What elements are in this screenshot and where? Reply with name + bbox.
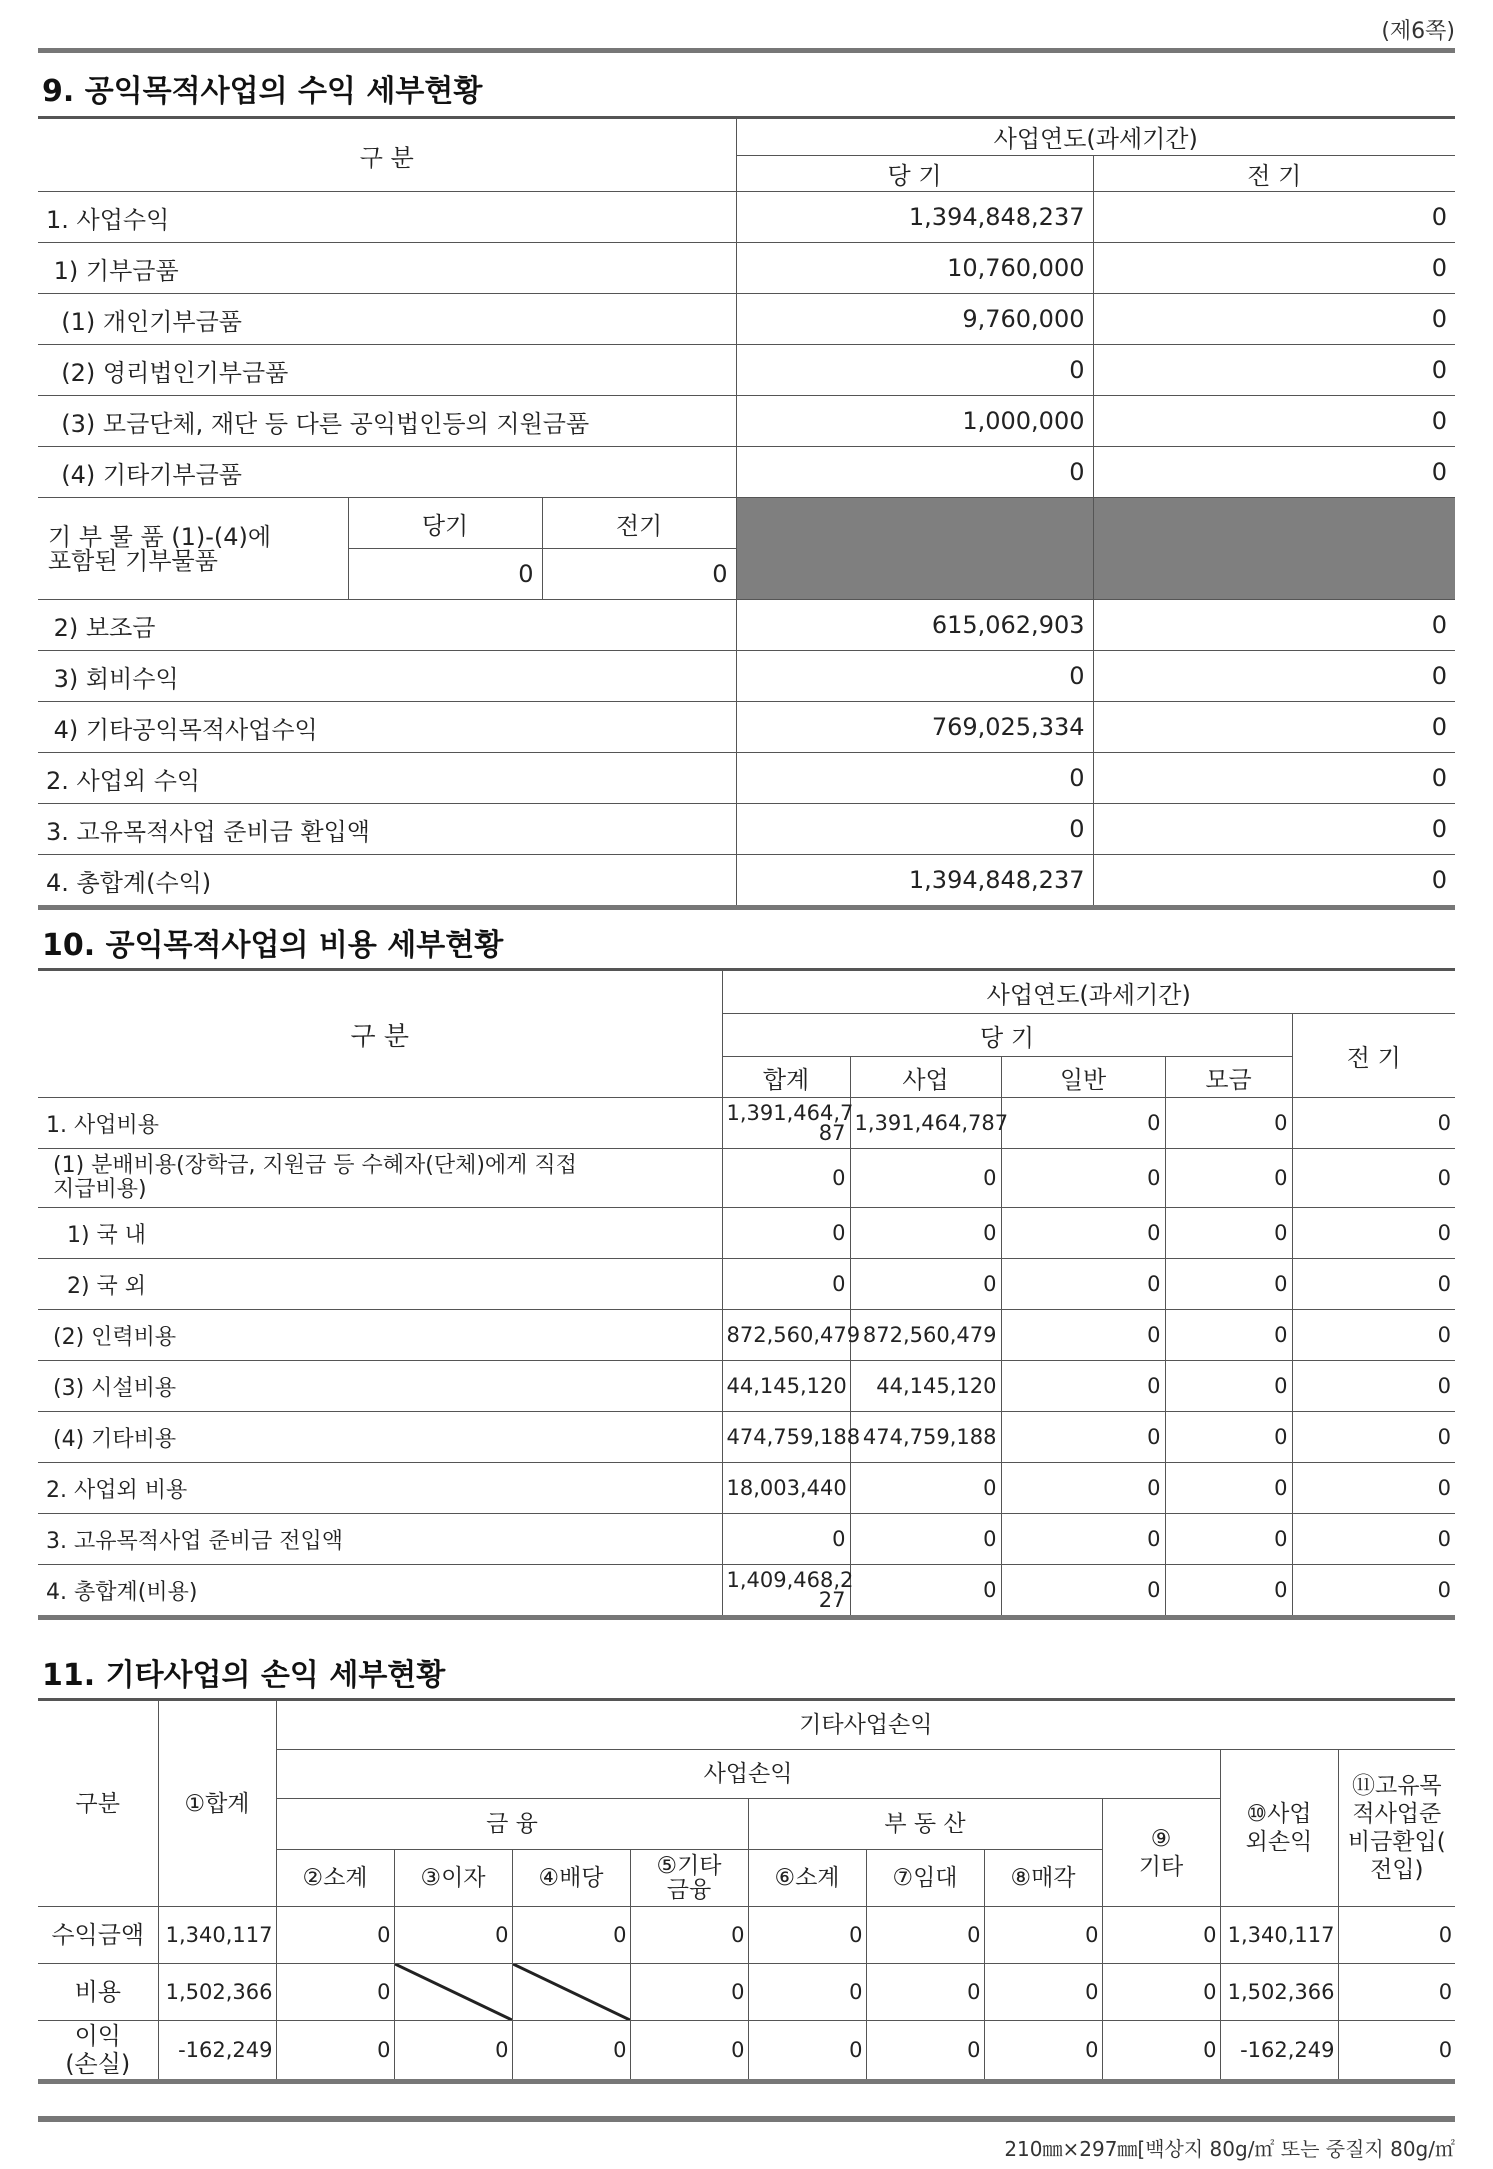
cell-value: 0: [1001, 1514, 1165, 1565]
cell-value: 0: [850, 1514, 1001, 1565]
current-value: 0: [736, 753, 1093, 804]
cell-value: 0: [1292, 1149, 1455, 1208]
cell-value: 0: [866, 1964, 984, 2021]
bottom-rule: [38, 2116, 1455, 2122]
row-label: 2. 사업외 수익: [38, 753, 736, 804]
row-label: 1) 기부금품: [38, 243, 736, 294]
cell-value: 0: [1102, 2021, 1220, 2082]
row-label: (3) 시설비용: [38, 1361, 722, 1412]
non-business-header: ⑩사업 외손익: [1220, 1750, 1338, 1907]
current-value: 0: [736, 651, 1093, 702]
other-fin-header: ⑤기타 금융: [630, 1850, 748, 1907]
row-label: 2) 보조금: [38, 600, 736, 651]
real-estate-header: 부 동 산: [748, 1799, 1102, 1850]
row-label: (3) 모금단체, 재단 등 다른 공익법인등의 지원금품: [38, 396, 736, 447]
cell-value: 0: [1292, 1412, 1455, 1463]
cell-value: 1,502,366: [1220, 1964, 1338, 2021]
previous-value: 0: [1093, 447, 1455, 498]
row-label: (4) 기타기부금품: [38, 447, 736, 498]
shaded-cell: [736, 498, 1093, 600]
previous-header: 전 기: [1093, 155, 1455, 192]
cell-value: 0: [850, 1463, 1001, 1514]
cell-value: 0: [1165, 1098, 1292, 1149]
cell-value: 0: [512, 2021, 630, 2082]
row-label: 수익금액: [38, 1907, 158, 1964]
subcolumn-header: 합계: [722, 1057, 850, 1098]
row-label: (2) 인력비용: [38, 1310, 722, 1361]
subcolumn-header: 사업: [850, 1057, 1001, 1098]
cell-value: 0: [1165, 1361, 1292, 1412]
gubun-header: 구 분: [38, 118, 736, 192]
cell-value: 1,502,366: [158, 1964, 276, 2021]
other-pl-header: 기타사업손익: [276, 1700, 1455, 1750]
cell-value: 0: [984, 2021, 1102, 2082]
current-value: 1,000,000: [736, 396, 1093, 447]
previous-value: 0: [1093, 192, 1455, 243]
previous-value: 0: [1093, 702, 1455, 753]
previous-value: 0: [1093, 243, 1455, 294]
diagonal-line: [395, 1964, 512, 2020]
sale-header: ⑧매각: [984, 1850, 1102, 1907]
current-value: 0: [736, 447, 1093, 498]
cell-value: 0: [1292, 1361, 1455, 1412]
expense-table: [38, 968, 1455, 1620]
cell-value: 0: [394, 2021, 512, 2082]
reserve-header: ⑪고유목 적사업준 비금환입( 전입): [1338, 1750, 1455, 1907]
cell-value: 0: [630, 2021, 748, 2082]
cell-value: 0: [722, 1514, 850, 1565]
subtotal-re-header: ⑥소계: [748, 1850, 866, 1907]
cell-value: 0: [748, 1964, 866, 2021]
row-label: (1) 분배비용(장학금, 지원금 등 수혜자(단체)에게 직접 지급비용): [38, 1149, 722, 1208]
cell-value: 1,340,117: [1220, 1907, 1338, 1964]
cell-value: 44,145,120: [850, 1361, 1001, 1412]
cell-value: 0: [1165, 1259, 1292, 1310]
row-label: 3. 고유목적사업 준비금 환입액: [38, 804, 736, 855]
cell-value: -162,249: [158, 2021, 276, 2082]
cell-value: 0: [276, 1964, 394, 2021]
cell-value: 0: [1001, 1098, 1165, 1149]
current-value: 9,760,000: [736, 294, 1093, 345]
row-label: 4. 총합계(수익): [38, 855, 736, 908]
cell-value: 0: [850, 1149, 1001, 1208]
row-label: 1) 국 내: [38, 1208, 722, 1259]
previous-value: 0: [1093, 855, 1455, 908]
page-number: (제6쪽): [1381, 19, 1455, 44]
cell-value: 0: [1102, 1964, 1220, 2021]
rent-header: ⑦임대: [866, 1850, 984, 1907]
row-label: (2) 영리법인기부금품: [38, 345, 736, 396]
cell-value: 0: [1165, 1565, 1292, 1618]
cell-value: 0: [850, 1208, 1001, 1259]
row-label: 4. 총합계(비용): [38, 1565, 722, 1618]
cell-value: 0: [1338, 1907, 1455, 1964]
cell-value: 0: [1338, 2021, 1455, 2082]
finance-header: 금 융: [276, 1799, 748, 1850]
cell-value: 0: [1338, 1964, 1455, 2021]
row-label: 3. 고유목적사업 준비금 전입액: [38, 1514, 722, 1565]
in-kind-current-value: 0: [348, 549, 542, 600]
previous-value: 0: [1093, 396, 1455, 447]
cell-value: 1,340,117: [158, 1907, 276, 1964]
cell-value: 0: [722, 1208, 850, 1259]
cell-value: 0: [984, 1964, 1102, 2021]
cell-value: 0: [866, 2021, 984, 2082]
cell-value: 0: [984, 1907, 1102, 1964]
interest-header: ③이자: [394, 1850, 512, 1907]
cell-value: 0: [1292, 1514, 1455, 1565]
cell-value: -162,249: [1220, 2021, 1338, 2082]
row-label: 이익 (손실): [38, 2021, 158, 2082]
row-label: (4) 기타비용: [38, 1412, 722, 1463]
cell-value: 872,560,479: [722, 1310, 850, 1361]
diagonal-line: [513, 1964, 630, 2020]
cell-value: 1,409,468,2 27: [722, 1565, 850, 1618]
gubun-header: 구 분: [38, 970, 722, 1098]
row-label: 2) 국 외: [38, 1259, 722, 1310]
total-header: ①합계: [158, 1700, 276, 1907]
cell-value: 0: [748, 1907, 866, 1964]
cell-value: 0: [1165, 1463, 1292, 1514]
row-label: 3) 회비수익: [38, 651, 736, 702]
in-kind-previous-header: 전기: [542, 498, 736, 549]
cell-value: 0: [1001, 1149, 1165, 1208]
current-value: 10,760,000: [736, 243, 1093, 294]
cell-value: 0: [1165, 1208, 1292, 1259]
cell-value: 474,759,188: [722, 1412, 850, 1463]
cell-value: 0: [1165, 1310, 1292, 1361]
previous-value: 0: [1093, 804, 1455, 855]
other-business-table: [38, 1698, 1455, 2084]
cell-value: 0: [1165, 1149, 1292, 1208]
cell-value: 0: [276, 2021, 394, 2082]
previous-value: 0: [1093, 651, 1455, 702]
cell-value: 0: [1001, 1463, 1165, 1514]
cell-value: 0: [748, 2021, 866, 2082]
cell-value: 0: [630, 1907, 748, 1964]
section11-title: 11. 기타사업의 손익 세부현황: [42, 1658, 446, 1693]
cell-value: 0: [1165, 1412, 1292, 1463]
current-value: 0: [736, 345, 1093, 396]
cell-value: 0: [1102, 1907, 1220, 1964]
cell-value: 1,391,464,787: [850, 1098, 1001, 1149]
cell-value: 0: [1292, 1098, 1455, 1149]
current-value: 769,025,334: [736, 702, 1093, 753]
cell-value: 0: [722, 1259, 850, 1310]
previous-header: 전 기: [1292, 1014, 1455, 1098]
cell-value: 0: [1001, 1208, 1165, 1259]
current-header: 당 기: [722, 1014, 1292, 1057]
current-value: 615,062,903: [736, 600, 1093, 651]
shaded-cell: [1093, 498, 1455, 600]
previous-value: 0: [1093, 600, 1455, 651]
row-label: (1) 개인기부금품: [38, 294, 736, 345]
cell-value: 0: [1001, 1361, 1165, 1412]
cell-value: 0: [850, 1259, 1001, 1310]
year-header: 사업연도(과세기간): [736, 118, 1455, 156]
current-value: 1,394,848,237: [736, 192, 1093, 243]
cell-value: 0: [630, 1964, 748, 2021]
row-label: 4) 기타공익목적사업수익: [38, 702, 736, 753]
in-kind-label: 기 부 물 품 (1)-(4)에 포함된 기부물품: [38, 498, 348, 600]
cell-value: 1,391,464,7 87: [722, 1098, 850, 1149]
cell-value: 0: [1001, 1259, 1165, 1310]
cell-value: 0: [1292, 1259, 1455, 1310]
diagonal-strike-cell: [512, 1964, 630, 2021]
previous-value: 0: [1093, 753, 1455, 804]
row-label: 비용: [38, 1964, 158, 2021]
cell-value: 0: [276, 1907, 394, 1964]
row-label: 2. 사업외 비용: [38, 1463, 722, 1514]
cell-value: 0: [1292, 1565, 1455, 1618]
other-header: ⑨ 기타: [1102, 1799, 1220, 1907]
cell-value: 474,759,188: [850, 1412, 1001, 1463]
in-kind-previous-value: 0: [542, 549, 736, 600]
cell-value: 872,560,479: [850, 1310, 1001, 1361]
revenue-table: [38, 116, 1455, 910]
subcolumn-header: 모금: [1165, 1057, 1292, 1098]
previous-value: 0: [1093, 294, 1455, 345]
row-label: 1. 사업비용: [38, 1098, 722, 1149]
cell-value: 18,003,440: [722, 1463, 850, 1514]
cell-value: 0: [1292, 1208, 1455, 1259]
row-label: 1. 사업수익: [38, 192, 736, 243]
cell-value: 0: [512, 1907, 630, 1964]
gubun-header: 구분: [38, 1700, 158, 1907]
current-value: 0: [736, 804, 1093, 855]
previous-value: 0: [1093, 345, 1455, 396]
business-pl-header: 사업손익: [276, 1750, 1220, 1799]
current-value: 1,394,848,237: [736, 855, 1093, 908]
subtotal-fin-header: ②소계: [276, 1850, 394, 1907]
top-rule: [38, 48, 1455, 53]
cell-value: 44,145,120: [722, 1361, 850, 1412]
cell-value: 0: [866, 1907, 984, 1964]
in-kind-current-header: 당기: [348, 498, 542, 549]
paper-spec-footer: 210㎜×297㎜[백상지 80g/㎡ 또는 중질지 80g/㎡: [1004, 2137, 1455, 2161]
cell-value: 0: [1292, 1463, 1455, 1514]
cell-value: 0: [1165, 1514, 1292, 1565]
cell-value: 0: [722, 1149, 850, 1208]
diagonal-strike-cell: [394, 1964, 512, 2021]
cell-value: 0: [1001, 1310, 1165, 1361]
section9-title: 9. 공익목적사업의 수익 세부현황: [42, 74, 483, 109]
year-header: 사업연도(과세기간): [722, 970, 1455, 1014]
cell-value: 0: [850, 1565, 1001, 1618]
cell-value: 0: [1292, 1310, 1455, 1361]
cell-value: 0: [1001, 1412, 1165, 1463]
subcolumn-header: 일반: [1001, 1057, 1165, 1098]
cell-value: 0: [1001, 1565, 1165, 1618]
current-header: 당 기: [736, 155, 1093, 192]
section10-title: 10. 공익목적사업의 비용 세부현황: [42, 928, 504, 963]
cell-value: 0: [394, 1907, 512, 1964]
dividend-header: ④배당: [512, 1850, 630, 1907]
